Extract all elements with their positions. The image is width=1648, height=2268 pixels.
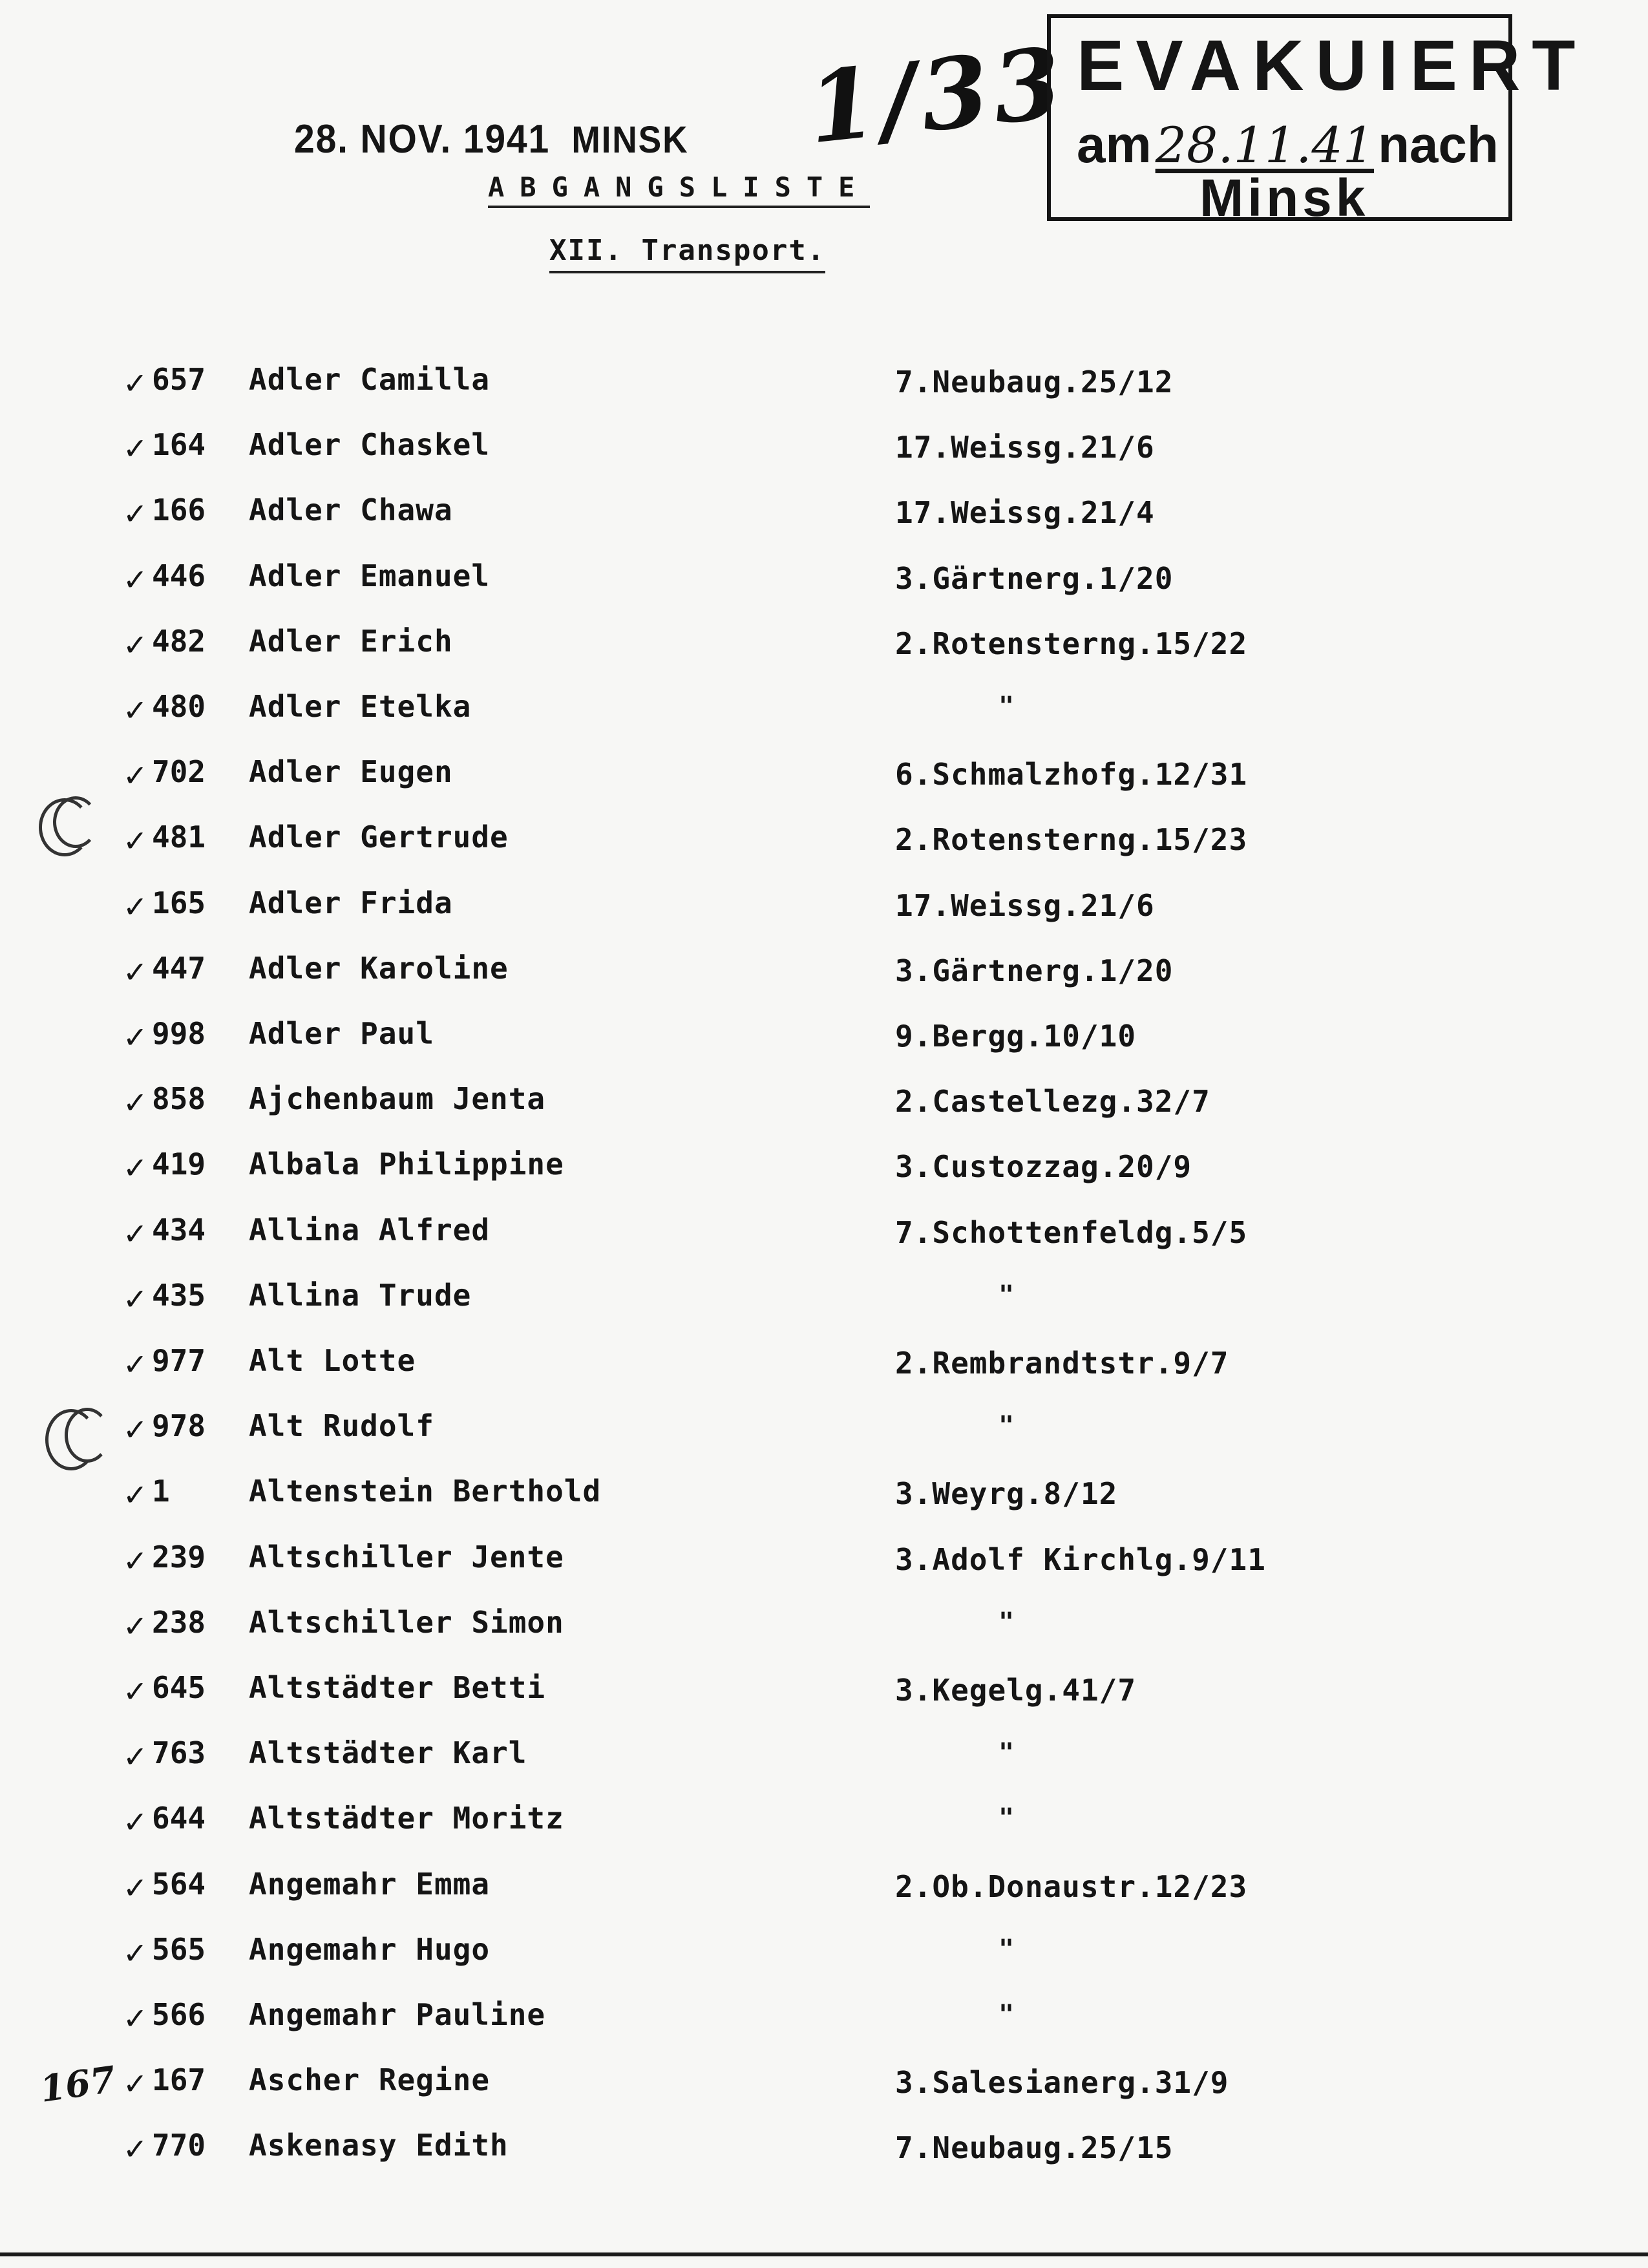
list-title: ABGANGSLISTE [488, 171, 870, 208]
check-mark-icon: ✓ [123, 1150, 148, 1185]
person-name: Askenasy Edith [249, 2128, 509, 2163]
person-name: Altstädter Karl [249, 1735, 527, 1770]
check-mark-icon: ✓ [123, 1543, 148, 1578]
check-mark-icon: ✓ [123, 1085, 148, 1120]
entry-number: 166 [152, 493, 206, 527]
person-name: Allina Trude [249, 1278, 472, 1313]
person-name: Altstädter Betti [249, 1670, 546, 1705]
person-name: Adler Eugen [249, 754, 453, 789]
entry-number: 644 [152, 1801, 206, 1836]
list-item [0, 1801, 1648, 1859]
address: 17.Weissg.21/4 [895, 495, 1155, 530]
list-item [0, 1147, 1648, 1205]
margin-note: 167 [37, 2058, 118, 2111]
list-item [0, 1540, 1648, 1598]
person-name: Altschiller Jente [249, 1540, 564, 1574]
address: 2.Rotensterng.15/22 [895, 626, 1248, 661]
entry-number: 977 [152, 1343, 206, 1378]
list-item [0, 1997, 1648, 2055]
list-item [0, 1016, 1648, 1074]
entry-number: 239 [152, 1540, 206, 1574]
check-mark-icon: ✓ [123, 1020, 148, 1055]
evak-date: 28.11.41 [1155, 116, 1375, 174]
address: 2.Rembrandtstr.9/7 [895, 1346, 1229, 1381]
entry-number: 645 [152, 1670, 206, 1705]
person-name: Adler Karoline [249, 951, 509, 986]
person-name: Adler Frida [249, 885, 453, 920]
date-stamp: 28. NOV. 1941 MINSK [294, 117, 689, 162]
list-item [0, 493, 1648, 551]
person-name: Adler Etelka [249, 689, 472, 724]
check-mark-icon: ✓ [123, 1478, 148, 1512]
list-item [0, 885, 1648, 944]
check-mark-icon: ✓ [123, 496, 148, 531]
address: 3.Custozzag.20/9 [895, 1149, 1192, 1184]
address: 9.Bergg.10/10 [895, 1019, 1137, 1054]
person-name: Altenstein Berthold [249, 1474, 602, 1509]
list-item [0, 1670, 1648, 1728]
entry-number: 858 [152, 1081, 206, 1116]
address: 3.Gärtnerg.1/20 [895, 561, 1174, 596]
person-name: Alt Lotte [249, 1343, 416, 1378]
check-mark-icon: ✓ [123, 1347, 148, 1382]
check-mark-icon: ✓ [123, 366, 148, 401]
list-item [0, 1735, 1648, 1794]
address: " [998, 1803, 1015, 1833]
entry-number: 978 [152, 1408, 206, 1443]
list-item [0, 1213, 1648, 1271]
check-mark-icon: ✓ [123, 562, 148, 597]
person-name: Albala Philippine [249, 1147, 564, 1182]
evak-city: Minsk [1199, 169, 1369, 228]
entry-number: 564 [152, 1867, 206, 1902]
list-item [0, 2062, 1648, 2121]
person-name: Altstädter Moritz [249, 1801, 564, 1836]
check-mark-icon: ✓ [123, 1805, 148, 1839]
list-item [0, 820, 1648, 878]
address: 3.Gärtnerg.1/20 [895, 953, 1174, 988]
person-name: Adler Emanuel [249, 558, 491, 593]
transport-subtitle: XII. Transport. [549, 234, 825, 273]
address: 6.Schmalzhofg.12/31 [895, 757, 1248, 792]
list-item [0, 1081, 1648, 1139]
evakuiert-stamp [1047, 14, 1587, 228]
person-name: Angemahr Emma [249, 1867, 491, 1902]
entry-number: 1 [152, 1474, 170, 1509]
list-item [0, 1343, 1648, 1401]
entry-number: 165 [152, 885, 206, 920]
entry-number: 482 [152, 624, 206, 659]
person-name: Ajchenbaum Jenta [249, 1081, 546, 1116]
list-item [0, 951, 1648, 1009]
entry-number: 657 [152, 362, 206, 397]
stamp-city: MINSK [571, 119, 689, 161]
entry-number: 566 [152, 1997, 206, 2032]
entry-number: 419 [152, 1147, 206, 1182]
entry-number: 447 [152, 951, 206, 986]
person-name: Altschiller Simon [249, 1605, 564, 1640]
address: " [998, 1738, 1015, 1768]
check-mark-icon: ✓ [123, 955, 148, 990]
address: 17.Weissg.21/6 [895, 888, 1155, 923]
person-name: Angemahr Pauline [249, 1997, 546, 2032]
entry-number: 446 [152, 558, 206, 593]
entry-number: 434 [152, 1213, 206, 1247]
address: 3.Salesianerg.31/9 [895, 2065, 1229, 2100]
list-item [0, 1932, 1648, 1990]
handwritten-reference: 1/33 [802, 25, 1072, 166]
entry-number: 238 [152, 1605, 206, 1640]
punch-hole [53, 796, 98, 848]
check-mark-icon: ✓ [123, 758, 148, 793]
address: " [998, 1411, 1015, 1441]
list-item [0, 1605, 1648, 1663]
address: 3.Adolf Kirchlg.9/11 [895, 1542, 1266, 1577]
punch-hole [65, 1408, 110, 1463]
entry-number: 770 [152, 2128, 206, 2163]
entry-number: 164 [152, 427, 206, 462]
person-name: Adler Erich [249, 624, 453, 659]
address: 7.Neubaug.25/15 [895, 2130, 1174, 2165]
check-mark-icon: ✓ [123, 1282, 148, 1317]
check-mark-icon: ✓ [123, 2066, 148, 2101]
address: 7.Neubaug.25/12 [895, 365, 1174, 399]
evak-date-line: am28.11.41nach [1077, 116, 1499, 174]
check-mark-icon: ✓ [123, 889, 148, 924]
check-mark-icon: ✓ [123, 823, 148, 858]
entry-number: 480 [152, 689, 206, 724]
address: 2.Ob.Donaustr.12/23 [895, 1869, 1248, 1904]
person-name: Adler Camilla [249, 362, 491, 397]
address: 3.Weyrg.8/12 [895, 1476, 1118, 1511]
check-mark-icon: ✓ [123, 628, 148, 662]
check-mark-icon: ✓ [123, 1739, 148, 1774]
check-mark-icon: ✓ [123, 431, 148, 466]
address: 2.Rotensterng.15/23 [895, 822, 1248, 857]
person-name: Allina Alfred [249, 1213, 491, 1247]
person-name: Alt Rudolf [249, 1408, 434, 1443]
check-mark-icon: ✓ [123, 1609, 148, 1644]
entry-number: 998 [152, 1016, 206, 1051]
list-item [0, 624, 1648, 682]
entry-number: 435 [152, 1278, 206, 1313]
check-mark-icon: ✓ [123, 1412, 148, 1447]
list-item [0, 2128, 1648, 2186]
list-item [0, 1474, 1648, 1532]
check-mark-icon: ✓ [123, 2001, 148, 2036]
person-name: Angemahr Hugo [249, 1932, 491, 1967]
person-name: Adler Chaskel [249, 427, 491, 462]
entry-number: 702 [152, 754, 206, 789]
list-item [0, 1278, 1648, 1336]
address: " [998, 692, 1015, 721]
entry-number: 481 [152, 820, 206, 854]
list-item [0, 1867, 1648, 1925]
entry-number: 565 [152, 1932, 206, 1967]
address: " [998, 1280, 1015, 1310]
check-mark-icon: ✓ [123, 1936, 148, 1971]
check-mark-icon: ✓ [123, 1871, 148, 1905]
person-name: Adler Gertrude [249, 820, 509, 854]
check-mark-icon: ✓ [123, 693, 148, 728]
address: 7.Schottenfeldg.5/5 [895, 1215, 1248, 1250]
person-name: Adler Paul [249, 1016, 434, 1051]
check-mark-icon: ✓ [123, 1674, 148, 1709]
check-mark-icon: ✓ [123, 2132, 148, 2167]
person-name: Ascher Regine [249, 2062, 491, 2097]
list-item [0, 558, 1648, 617]
list-item [0, 1408, 1648, 1467]
evakuiert-label: EVAKUIERT [1077, 26, 1587, 105]
list-item [0, 689, 1648, 747]
list-item [0, 362, 1648, 420]
entry-number: 763 [152, 1735, 206, 1770]
address: " [998, 2000, 1015, 2030]
page-edge-line [0, 2252, 1648, 2256]
person-name: Adler Chawa [249, 493, 453, 527]
address: 17.Weissg.21/6 [895, 430, 1155, 465]
list-item [0, 427, 1648, 485]
address: 3.Kegelg.41/7 [895, 1673, 1137, 1708]
check-mark-icon: ✓ [123, 1216, 148, 1251]
address: " [998, 1934, 1015, 1964]
entry-number: 167 [152, 2062, 206, 2097]
list-item [0, 754, 1648, 812]
address: " [998, 1607, 1015, 1637]
address: 2.Castellezg.32/7 [895, 1084, 1210, 1119]
